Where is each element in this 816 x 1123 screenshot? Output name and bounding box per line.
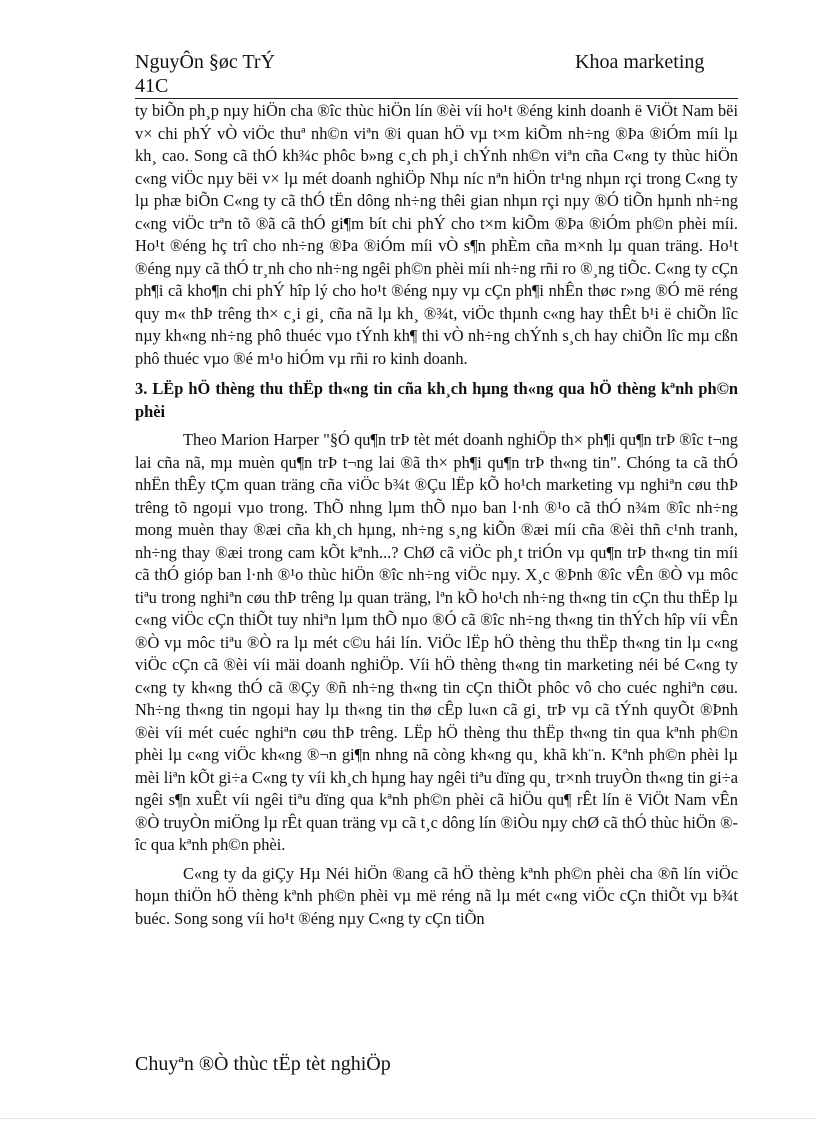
paragraph-2: Theo Marion Harper "§Ó qu¶n trÞ tèt mét doanh nghiÖp th× ph¶i qu¶n trÞ ®îc t¬ng lai cña nã, mµ muèn qu¶n trÞ t¬ng lai ®ã th× ph¶i qu¶n trÞ th«ng tin". Chóng ta cã thÓ nhËn thÊy tÇm quan träng cña viÖc b¾t ®Çu lËp kÕ ho¹ch marketing vµ nghiªn cøu thÞ trêng tõ ngoµi vµo trong. ThÕ nhng lµm thÕ nµo ban l·nh ®¹o cã thÓ n¾m ®îc nh÷ng mong muèn thay ®æi cña kh¸ch hµng, nh÷ng s¸ng kiÕn ®æi míi cña ®èi thñ c¹nh tranh, nh÷ng thay ®æi trong cam kÕt kªnh...? ChØ cã viÖc ph¸t triÓn vµ qu¶n trÞ th«ng tin míi cã thÓ gióp ban l·nh ®¹o thùc hiÖn ®îc nh÷ng viÖc nµy. X¸c ®Þnh ®îc vÊn ®Ò vµ môc tiªu trong nghiªn cøu thÞ trêng lµ quan träng, lªn kÕ ho¹ch nh÷ng th«ng tin cÇn thu thËp lµ c«ng viÖc cÇn thiÕt tuy nhiªn lµm thÕ nµo ®Ó cã ®îc nh÷ng th«ng tin thÝch hîp víi vÊn ®Ò vµ môc tiªu ®Ò ra lµ mét c©u hái lín. ViÖc lËp hÖ thèng thu thËp th«ng tin lµ c«ng viÖc cÇn cã ®èi víi mäi doanh nghiÖp. Víi hÖ thèng th«ng tin marketing néi bé C«ng ty c«ng ty kh«ng thÓ cã ®Çy ®ñ nh÷ng th«ng tin cÇn thiÕt phôc vô cho cuéc nghiªn cøu. Nh÷ng th«ng tin ngoµi hay lµ th«ng tin thø cÊp lu«n cã gi¸ trÞ vµ cã tÝnh quyÕt ®Þnh ®èi víi mét cuéc nghiªn cøu thÞ trêng. LËp hÖ thèng thu thËp th«ng tin qua kªnh ph©n phèi lµ c«ng viÖc kh«ng ®¬n gi¶n nhng nã còng kh«ng qu¸ khã kh¨n. Kªnh ph©n phèi lµ mèi liªn kÕt gi÷a C«ng ty víi kh¸ch hµng hay ngêi tiªu dïng qu¸ tr×nh truyÒn th«ng tin gi÷a ngêi s¶n xuÊt víi ngêi tiªu dïng qua kªnh ph©n phèi cã hiÖu qu¶ rÊt lín ë ViÖt Nam vÊn ®Ò truyÒn miÖng lµ rÊt quan träng vµ cã t¸c dông lín ®iÒu nµy chØ cã thÓ thùc hiÖn ®îc qua kªnh ph©n phèi. [135,430,738,854]
header-author: NguyÔn §øc TrÝ [135,51,276,73]
section-heading: 3. LËp hÖ thèng thu thËp th«ng tin cña kh¸ch hµng th«ng qua hÖ thèng kªnh ph©n phèi [135,379,738,421]
document-body [135,100,738,930]
header-class: 41C [135,75,169,97]
header-rule [135,98,738,99]
paragraph-1: ty biÕn ph¸p nµy hiÖn cha ®îc thùc hiÖn lín ®èi víi ho¹t ®éng kinh doanh ë ViÖt Nam bëi v× chi phÝ vÒ viÖc thuª nh©n viªn ®i quan hÖ vµ t×m kiÕm nh÷ng ®Þa ®iÓm míi lµ kh¸ cao. Song cã thÓ kh¾c phôc b»ng c¸ch ph¸i chÝnh nh©n viªn cña C«ng ty thùc hiÖn c«ng viÖc nµy bëi v× lµ mét doanh nghiÖp Nhµ níc nªn hiÖn tr¹ng nhµn rçi trong C«ng ty lµ phæ biÕn C«ng ty cã thÓ tËn dông nh÷ng thêi gian nhµn rçi nµy ®Ó tiÕn hµnh nh÷ng c«ng viÖc trªn tõ ®ã cã thÓ gi¶m bít chi phÝ cho t×m kiÕm ®Þa ®iÓm ph©n phèi míi. Ho¹t ®éng hç trî cho nh÷ng ®Þa ®iÓm míi vÒ s¶n phÈm cña m×nh lµ quan träng. Ho¹t ®éng nµy cã thÓ tr¸nh cho nh÷ng ngêi ph©n phèi míi nh÷ng rñi ro ®¸ng tiÕc. C«ng ty cÇn ph¶i cã kho¶n chi phÝ hîp lý cho ho¹t ®éng nµy vµ cÇn ph¶i nhÊn thøc r»ng ®Ó më réng quy m« thÞ trêng th× c¸i gi¸ cña nã lµ kh¸ ®¾t, viÖc thµnh c«ng hay thÊt b¹i ë chiÕn lîc nµy kh«ng nh÷ng phô thuéc vµo tÝnh kh¶ thi vÒ nh÷ng chÝnh s¸ch hay chiÕn lîc mµ cßn phô thuéc vµo ®é m¹o hiÓm vµ rñi ro kinh doanh. [135,101,738,368]
footer-title: Chuyªn ®Ò thùc tËp tèt nghiÖp [135,1053,391,1075]
page-edge [0,1118,816,1119]
paragraph-3: C«ng ty da giÇy Hµ Néi hiÖn ®ang cã hÖ thèng kªnh ph©n phèi cha ®ñ lín viÖc hoµn thiÖn hÖ thèng kªnh ph©n phèi vµ më réng nã lµ mét c«ng viÖc cÇn thiÕt vµ b¾t buéc. Song song víi ho¹t ®éng nµy C«ng ty cÇn tiÕn [135,863,738,928]
header-faculty: Khoa marketing [575,51,705,73]
